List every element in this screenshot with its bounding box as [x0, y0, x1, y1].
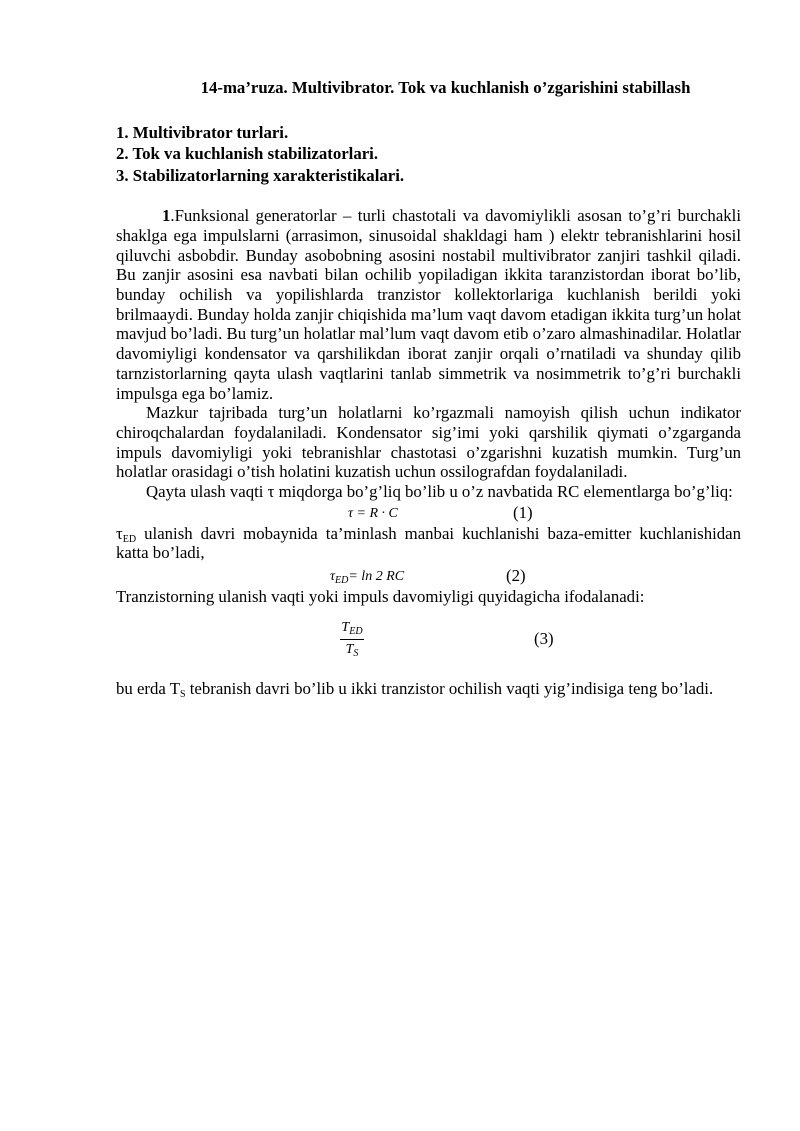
outline-item: 1. Multivibrator turlari. [116, 122, 289, 142]
equation-fraction [340, 619, 364, 659]
outline-item: 2. Tok va kuchlanish stabilizatorlari. [116, 144, 379, 164]
equation-number: (2) [506, 566, 526, 586]
paragraph-switching-time: Qayta ulash vaqti τ miqdorga bo’g’liq bo’lib u o’z navbatida RC elementlarga bo’g’liq: [146, 482, 733, 502]
equation-lhs: τ [330, 569, 336, 585]
paragraph-text: ulanish davri mobaynida ta’minlash manbai kuchlanishi baza-emitter kuchlanishidan katta bo’ladi, [116, 523, 741, 563]
paragraph-text: tebranish davri bo’lib u ikki tranzistor ochilish vaqti yig’indisiga teng bo’ladi. [185, 678, 714, 698]
equation-number: (3) [534, 628, 554, 648]
equation-expression: τ = R · C [348, 505, 398, 521]
equation-2 [116, 563, 741, 587]
lecture-title: 14-ma’ruza. Multivibrator. Tok va kuchlanish o’zgarishini stabillash [200, 78, 691, 97]
equation-number: (1) [513, 502, 533, 522]
paragraph-experiment: Mazkur tajribada turg’un holatlarni ko’rgazmali namoyish qilish uchun indikator chiroqchalardan foydalaniladi. Kondensator sig’imi yoki qarshilik qiymati o’zgarganda impuls davomiyligi yoki tebranishlar chastotasi o’zgarishni kuzatish mumkin. Turg’un holatlar orasidagi o’tish holatini kuzatish uchun ossilografdan foydalaniladi. [116, 403, 741, 482]
section-number: 1 [162, 206, 171, 226]
paragraph-text: .Funksional generatorlar – turli chastotali va davomiylikli asosan to’g’ri burchakli shaklga ega impulslarni (arrasimon, sinusoidal shakldagi ham ) elektr tebranishlarini hosil qiluvchi asbobdir. Bunday asobobning asosini nostabil multivibrator zanjiri tashkil qiladi. Bu zanjir asosini esa navbati bilan ochilib yopiladigan ikkita taranzistordan iborat bo’lib, bunday ochilish va yopilishlarda tranzistor kollektorlariga kuchlanish berildi yoki brilmaaydi. Bunday holda zanjir chiqishida ma’lum vaqt davom etadigan ikkita turg’un holat mavjud bo’ladi. Bu turg’un holatlar mal’lum vaqt davom etib o’zaro almashinadilar. Holatlar davomiyligi kondensator va qarshilikdan iborat zanjir orqali o’rnatiladi va shunday qilib tarnzistorlarning qayta ulash vaqtlarini tanlab simmetrik va nosimmetrik to’g’ri burchakli impulsga ega bo’lamiz. [116, 206, 741, 403]
paragraph-tau-ed [116, 524, 741, 563]
tau-subscript: ED [122, 533, 137, 545]
period-subscript: S [180, 688, 186, 700]
equation-rhs: = ln 2 RC [348, 569, 405, 585]
equation-expression [330, 567, 404, 587]
paragraph-functional-generators [116, 206, 741, 403]
equation-3 [116, 619, 741, 679]
paragraph-oscillation-period [116, 679, 741, 699]
fraction-numerator: $T_{ED}$ [340, 619, 364, 640]
tau-symbol: τ [116, 523, 123, 543]
equation-lhs-subscript: ED [335, 575, 349, 587]
equation-1 [116, 502, 741, 524]
document-page [116, 78, 741, 699]
paragraph-lead: bu erda T [116, 678, 180, 698]
outline-item: 3. Stabilizatorlarning xarakteristikalari. [116, 165, 405, 185]
lecture-outline [116, 122, 741, 187]
fraction-denominator: $T_S$ [345, 641, 359, 659]
paragraph-pulse-duration: Tranzistorning ulanish vaqti yoki impuls davomiyligi quyidagicha ifodalanadi: [116, 587, 645, 607]
